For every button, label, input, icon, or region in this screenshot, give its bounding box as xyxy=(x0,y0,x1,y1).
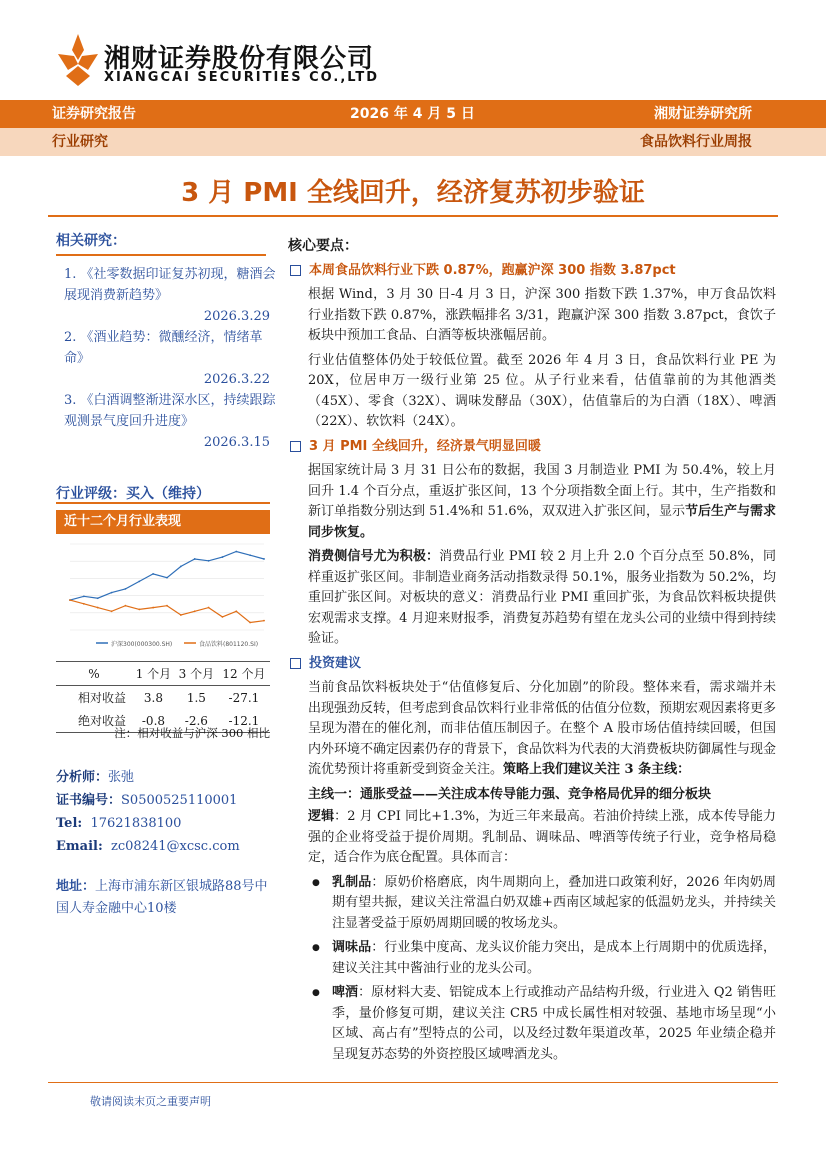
chart-point xyxy=(111,592,113,594)
chart-point xyxy=(249,622,251,624)
table-note: 注：相对收益与沪深 300 相比 xyxy=(114,726,270,740)
table-cell: -12.1 xyxy=(218,709,270,733)
industry-rating: 行业评级：买入（维持） xyxy=(56,486,210,502)
header-bar-secondary xyxy=(0,128,826,156)
chart-point xyxy=(69,599,71,601)
chart-point xyxy=(97,597,99,599)
company-name-cn: 湘财证券股份有限公司 xyxy=(104,44,375,74)
chart-point xyxy=(263,620,265,622)
chart-point xyxy=(263,558,265,560)
table-header: 12 个月 xyxy=(218,662,270,686)
report-type: 证券研究报告 xyxy=(52,106,136,122)
table-cell: 绝对收益 xyxy=(56,709,132,733)
list-item[interactable]: 3. 《白酒调整渐进深水区，持续跟踪观测景气度回升进度》 2026.3.15 xyxy=(64,393,276,450)
chart-point xyxy=(138,609,140,611)
header-bar-primary xyxy=(0,100,826,128)
checkbox-icon xyxy=(290,658,301,669)
chart-point xyxy=(222,556,224,558)
table-header-row xyxy=(56,662,270,686)
section-heading: 3 月 PMI 全线回升，经济景气明显回暖 xyxy=(288,437,776,458)
title-divider xyxy=(48,215,778,217)
chart-series-line-0 xyxy=(70,552,264,601)
report-series: 食品饮料行业周报 xyxy=(640,134,752,150)
chart-point xyxy=(235,551,237,553)
list-item[interactable]: 1. 《社零数据印证复苏初现，糖酒会展现消费新趋势》 2026.3.29 xyxy=(64,267,276,324)
chart-point xyxy=(125,605,127,607)
subsection-heading: 主线一：通胀受益——关注成本传导能力强、竞争格局优异的细分板块 xyxy=(308,786,712,802)
chart-heading: 近十二个月行业表现 xyxy=(56,510,270,534)
list-item: ● 调味品：行业集中度高、龙头议价能力突出，是成本上行周期中的优质选择，建议关注其中酱油行业的龙头公司。 xyxy=(332,938,776,979)
chart-point xyxy=(194,558,196,560)
list-item: ● 啤酒：原材料大麦、铝锭成本上行或推动产品结构升级，行业进入 Q2 销售旺季，量价修复可期，建议关注 CR5 中成长属性相对较强、基地市场呈现“小区域、高占有”型特点的公司，以及经过数年渠道改革，2025 年业绩企稳并呈现复苏态势的外资控股区域啤酒龙头。 xyxy=(332,983,776,1065)
paragraph: 消费侧信号尤为积极：消费品行业 PMI 较 2 月上升 2.0 个百分点至 50.8%，同样重返扩张区间。非制造业商务活动指数录得 50.1%，服务业指数为 50.2%，均重回扩张区间。对板块的意义：消费品行业 PMI 重回扩张，为食品饮料板块提供宏观需求支撑。4 月迎来财报季，消费复苏趋势有望在龙头公司的业绩中得到持续验证。 xyxy=(308,549,776,646)
table-header: 3 个月 xyxy=(175,662,218,686)
address: 地址：上海市浦东新区银城路88号中国人寿金融中心10楼 xyxy=(56,879,268,916)
legend-label: 食品饮料(801120.SI) xyxy=(199,641,259,648)
table-cell: -27.1 xyxy=(228,690,260,705)
section-heading: 本周食品饮料行业下跌 0.87%，跑赢沪深 300 指数 3.87pct xyxy=(288,261,776,282)
chart-point xyxy=(111,610,113,612)
paragraph: 当前食品饮料板块处于“估值修复后、分化加剧”的阶段。整体来看，需求端并未出现强劲反转，但考虑到食品饮料行业非常低的估值分位数，预期宏观因素将更多呈现为潜在的催化剂，而非估值压制因子。在整个 A 股市场估值持续回暖，但国内外环境不确定因素仍存的背景下，食品饮料为代表的大消费板块防御属性与现金流优势预计将重新受到资金关注。策略上我们建议关注 3 条主线： xyxy=(308,680,777,777)
paragraph: 行业估值整体仍处于较低位置。截至 2026 年 4 月 3 日，食品饮料行业 PE 为 20X，位居申万一级行业第 25 位。从子行业来看，估值靠前的为其他酒类（45X）、零食（32X）、调味发酵品（30X），估值靠后的为白酒（18X）、啤酒（22X）、软饮料（24X）。 xyxy=(308,352,776,429)
chart-series-line-1 xyxy=(70,600,264,622)
checkbox-icon xyxy=(290,265,301,276)
analyst-email[interactable]: zc08241@xcsc.com xyxy=(111,839,240,854)
chart-point xyxy=(208,560,210,562)
company-name-en: XIANGCAI SECURITIES CO.,LTD xyxy=(104,70,380,85)
footer-disclaimer: 敬请阅读末页之重要声明 xyxy=(90,1095,211,1108)
analyst-name: 张弛 xyxy=(108,770,135,785)
chart-point xyxy=(83,595,85,597)
checkbox-icon xyxy=(290,441,301,452)
chart-point xyxy=(83,603,85,605)
institute-name: 湘财证券研究所 xyxy=(654,106,752,122)
main-content xyxy=(288,236,776,1069)
chart-point xyxy=(180,566,182,568)
table-cell: -0.8 xyxy=(132,709,175,733)
analyst-tel: 17621838100 xyxy=(90,816,182,831)
chart-point xyxy=(166,605,168,607)
performance-chart xyxy=(56,538,270,656)
sidebar xyxy=(56,230,276,453)
cert-number: S0500525110001 xyxy=(121,793,238,808)
paragraph: 据国家统计局 3 月 31 日公布的数据，我国 3 月制造业 PMI 为 50.4%，较上月回升 1.4 个百分点，重返扩张区间，13 个分项指数全面上行。其中，生产指数和新订单指数分别达到 51.4%和 51.6%，双双进入扩张区间，显示节后生产与需求同步恢复。 xyxy=(308,463,776,540)
table-cell: 1.5 xyxy=(186,690,206,705)
paragraph: 逻辑：2 月 CPI 同比+1.3%，为近三年来最高。若油价持续上涨，成本传导能力强的企业将受益于提价周期。乳制品、调味品、啤酒等传统子行业，竞争格局稳定，适合作为底仓配置。具体而言： xyxy=(308,809,776,865)
chart-point xyxy=(97,607,99,609)
table-header: 1 个月 xyxy=(132,662,175,686)
table-cell: 相对收益 xyxy=(77,691,126,705)
table-cell: -2.6 xyxy=(175,709,218,733)
footer-divider xyxy=(48,1082,778,1083)
report-date: 2026 年 4 月 5 日 xyxy=(350,106,475,122)
related-research-heading: 相关研究： xyxy=(56,230,276,256)
chart-point xyxy=(194,610,196,612)
related-research-list xyxy=(56,264,276,453)
section-heading: 投资建议 xyxy=(288,654,776,675)
report-category: 行业研究 xyxy=(52,134,108,150)
chart-point xyxy=(138,580,140,582)
chart-point xyxy=(180,614,182,616)
list-item: ● 乳制品：原奶价格磨底，肉牛周期向上，叠加进口政策利好，2026 年肉奶周期有望共振，建议关注常温白奶双雄+西南区域起家的低温奶龙头，并持续关注显著受益于原奶周期回暖的牧场龙头。 xyxy=(332,873,776,935)
chart-point xyxy=(125,588,127,590)
list-item[interactable]: 2. 《酒业趋势：微醺经济，情绪革命》 2026.3.22 xyxy=(64,330,270,387)
chart-point xyxy=(249,554,251,556)
performance-table xyxy=(56,661,270,733)
core-points-heading: 核心要点： xyxy=(288,238,358,254)
page-title: 3 月 PMI 全线回升，经济复苏初步验证 xyxy=(181,178,645,208)
table-cell: 3.8 xyxy=(143,690,163,705)
legend-label: 沪深300(000300.SH) xyxy=(111,641,173,648)
chart-point xyxy=(152,573,154,575)
table-row xyxy=(56,686,270,710)
chart-point xyxy=(152,607,154,609)
rating-divider xyxy=(56,502,270,504)
chart-point xyxy=(166,577,168,579)
table-header: % xyxy=(56,662,132,686)
analyst-info: 分析师：张弛 证书编号：S0500525110001 Tel: 17621838100 Email: zc08241@xcsc.com xyxy=(56,770,240,854)
chart-point xyxy=(222,616,224,618)
paragraph: 根据 Wind，3 月 30 日-4 月 3 日，沪深 300 指数下跌 1.37%，申万食品饮料行业指数下跌 0.87%，涨跌幅排名 3/31，跑赢沪深 300 指数 3.87pct，食饮子板块中预加工食品、白酒等板块涨幅居前。 xyxy=(308,287,776,343)
company-logo-icon xyxy=(52,30,104,90)
chart-point xyxy=(235,610,237,612)
chart-point xyxy=(208,607,210,609)
